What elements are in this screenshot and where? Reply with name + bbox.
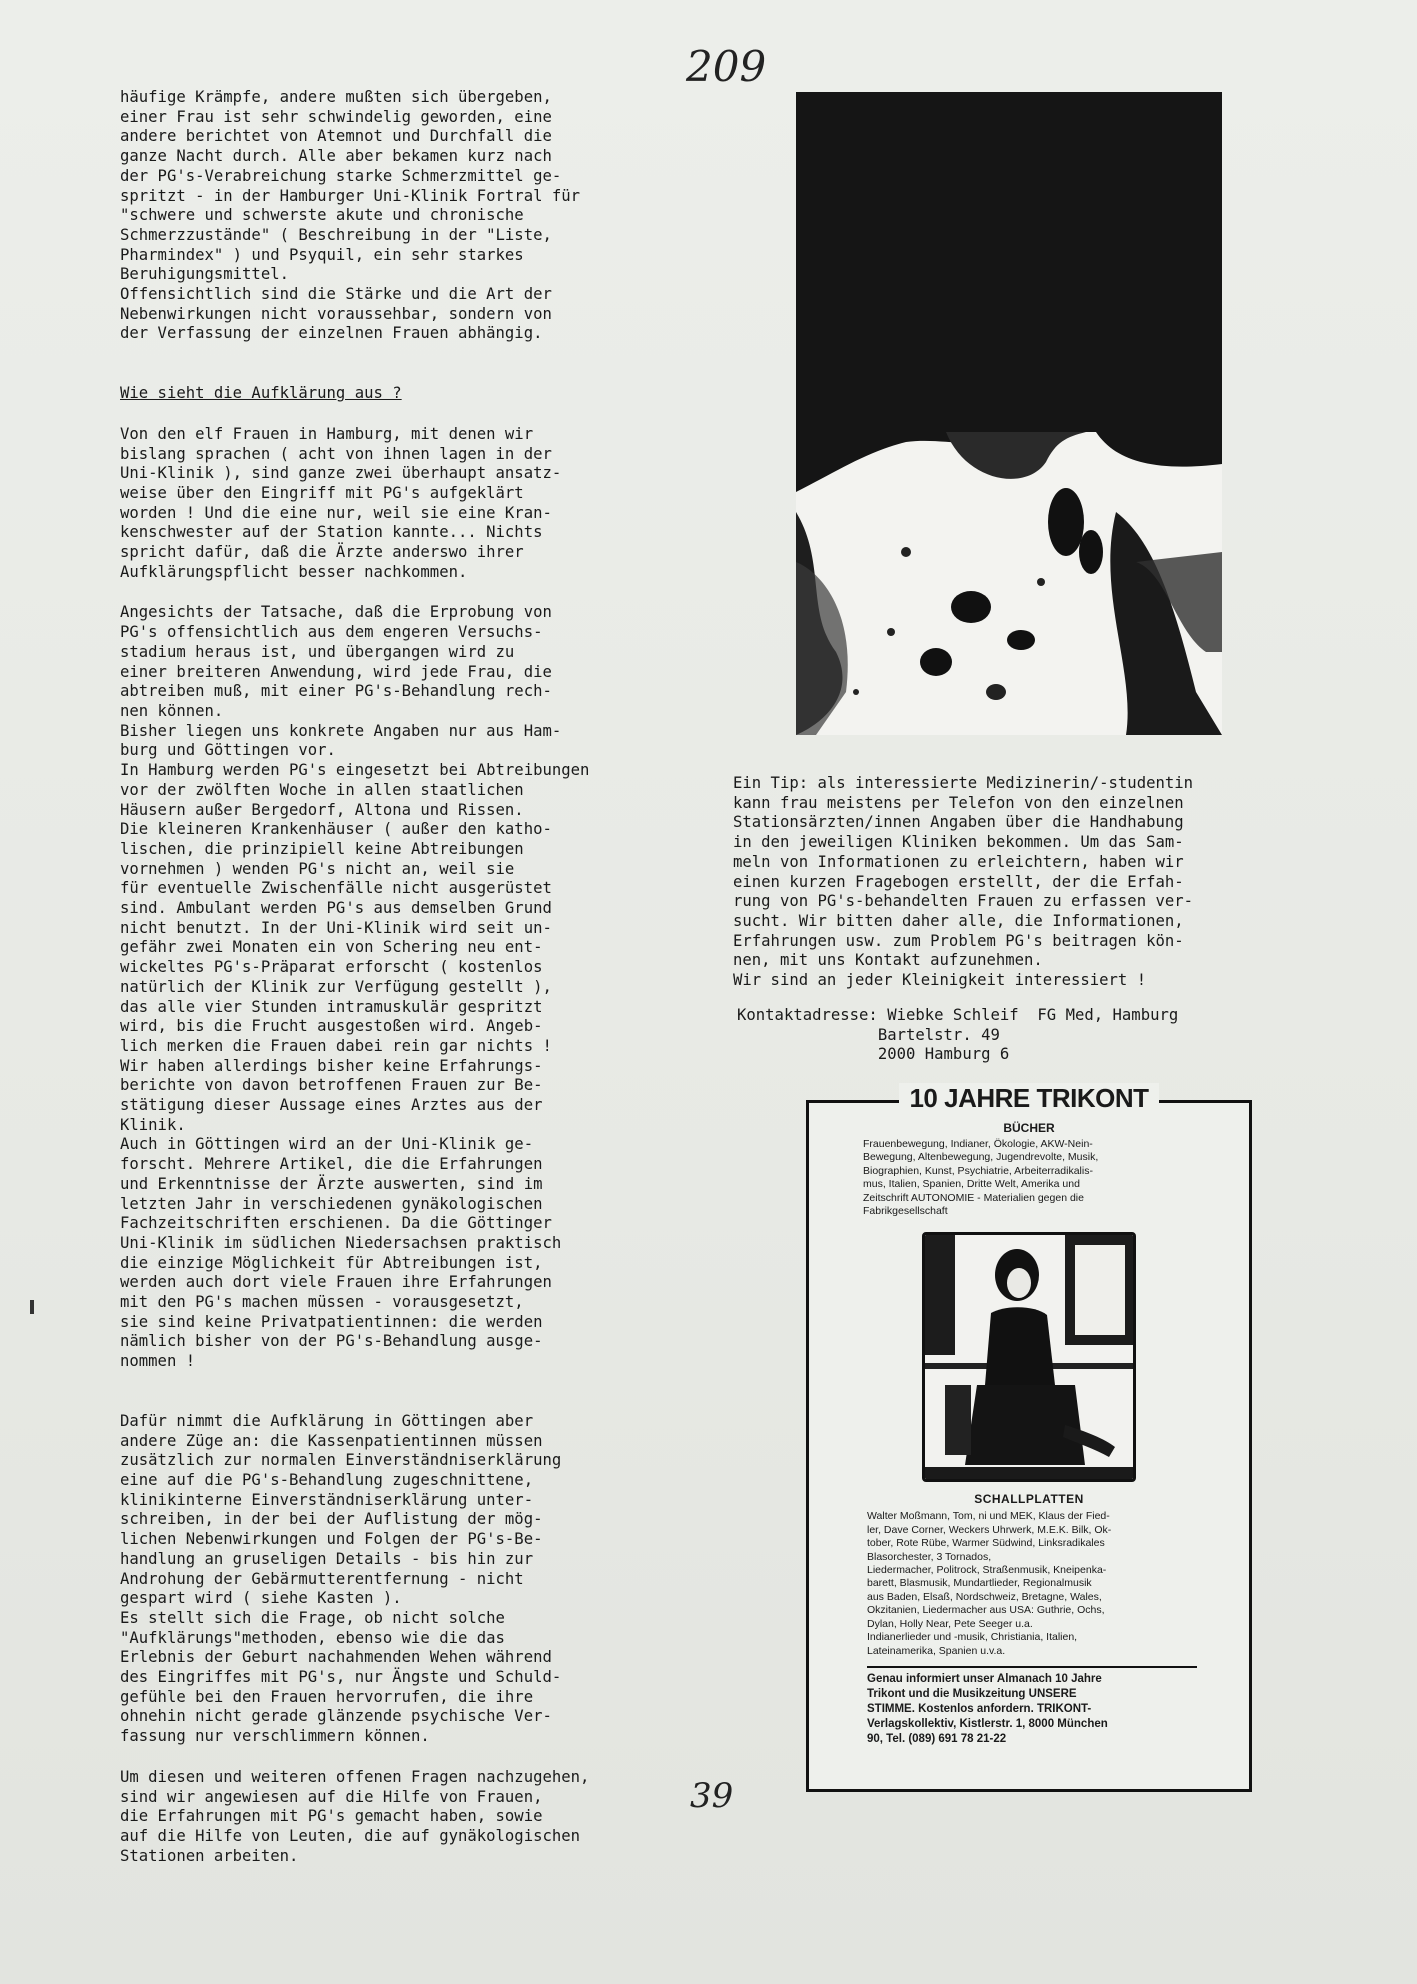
article-photo [796,92,1222,735]
page-number-top: 209 [686,42,767,91]
right-column [733,774,1343,991]
advert-title [809,1083,1249,1114]
paragraph-trial-status: Angesichts der Tatsache, daß die Erprobung von PG's offensichtlich aus dem engeren Versuchs- stadium heraus ist, und übergangen wird zu einer breiteren Anwendung, wird jede Frau, die abtreiben muß, mit einer PG's-Behandlung rech- nen können. Bisher liegen uns konkrete Angaben nur aus Ham- burg und Göttingen vor. In Hamburg werden PG's eingesetzt bei Abtreibungen vor der zwölften Woche in allen staatlichen Häusern außer Bergedorf, Altona und Rissen. Die kleineren Krankenhäuser ( außer den katho- lischen, die prinzipiell keine Abtreibungen vornehmen ) wenden PG's nicht an, weil sie für eventuelle Zwischenfälle nicht ausgerüstet sind. Ambulant werden PG's aus demselben Grund nicht benutzt. In der Uni-Klinik wird seit un- gefähr zwei Monaten ein von Schering neu ent- wickeltes PG's-Präparat erforscht ( kostenlos natürlich der Klinik zur Verfügung gestellt ), das alle vier Stunden intramuskulär gespritzt wird, bis die Frucht ausgestoßen wird. Angeb- lich merken die Frauen dabei rein gar nichts ! Wir haben allerdings bisher keine Erfahrungs- berichte von davon betroffenen Frauen zur Be- stätigung dieser Aussage eines Arztes aus der Klinik. Auch in Göttingen wird an der Uni-Klinik ge- forscht. Mehrere Artikel, die die Erfahrungen und Erkenntnisse der Ärzte auswerten, sind im letzten Jahr in verschiedenen gynäkologischen Fachzeitschriften erschienen. Da die Göttinger Uni-Klinik im südlichen Niedersachsen praktisch die einzige Möglichkeit für Abtreibungen ist, werden auch dort viele Frauen ihre Erfahrungen mit den PG's machen müssen - vorausgesetzt, sie sind keine Privatpatientinnen: die werden nämlich bisher von der PG's-Behandlung ausge- nommen ! [120,603,590,1371]
advert-books-list: Frauenbewegung, Indianer, Ökologie, AKW-Nein- Bewegung, Altenbewegung, Jugendrevolte, Musik, Biographien, Kunst, Psychiatrie, Arbeiterradikalis- mus, Italien, Spanien, Dritte Welt, Amerika und Zeitschrift AUTONOMIE - Materialien gegen die Fabrikgesellschaft [863,1138,1099,1218]
advert-photo [922,1232,1136,1482]
paragraph-call-for-help: Um diesen und weiteren offenen Fragen nachzugehen, sind wir angewiesen auf die Hilfe von Frauen, die Erfahrungen mit PG's gemacht haben, sowie auf die Hilfe von Leuten, die auf gynäkologischen Stationen arbeiten. [120,1767,590,1865]
left-column [120,88,720,1866]
advert-books-heading: BÜCHER [1003,1121,1055,1135]
trikont-advertisement [806,1083,1252,1792]
advert-title-text: 10 JAHRE TRIKONT [899,1083,1158,1113]
section-heading: Wie sieht die Aufklärung aus ? [120,384,402,403]
contact-address [737,1006,1178,1065]
paragraph-side-effects: häufige Krämpfe, andere mußten sich übergeben, einer Frau ist sehr schwindelig geworden, eine andere berichtet von Atemnot und Durchfall die ganze Nacht durch. Alle aber bekamen kurz nach der PG's-Verabreichung starke Schmerzmittel ge- spritzt - in der Hamburger Uni-Klinik Fortral für "schwere und schwerste akute und chronische Schmerzzustände" ( Beschreibung in der "Liste, Pharmindex" ) und Psyquil, ein sehr starkes Beruhigungsmittel. Offensichtlich sind die Stärke und die Art der Nebenwirkungen nicht voraussehbar, sondern von der Verfassung der einzelnen Frauen abhängig. [120,88,581,343]
advert-records-heading: SCHALLPLATTEN [974,1492,1084,1507]
paragraph-tip: Ein Tip: als interessierte Medizinerin/-studentin kann frau meistens per Telefon von den einzelnen Stationsärzten/innen Angaben über die Handhabung in den jeweiligen Kliniken bekommen. Um das Sam- meln von Informationen zu erleichtern, haben wir einen kurzen Fragebogen erstellt, der die Erfah- rung von PG's-behandelten Frauen zu erfassen ver- sucht. Wir bitten daher alle, die Informationen, Erfahrungen usw. zum Problem PG's beitragen kön- nen, mit uns Kontakt aufzunehmen. Wir sind an jeder Kleinigkeit interessiert ! [733,774,1194,990]
paragraph-hamburg-women: Von den elf Frauen in Hamburg, mit denen wir bislang sprachen ( acht von ihnen lagen in der Uni-Klinik ), sind ganze zwei überhaupt ansatz- weise über den Eingriff mit PG's aufgeklärt worden ! Und die eine nur, weil sie eine Kran- kenschwester auf der Station kannte... Nichts spricht dafür, daß die Ärzte anderswo ihrer Aufklärungspflicht besser nachkommen. [120,424,562,581]
advert-order-info: Genau informiert unser Almanach 10 Jahre Trikont und die Musikzeitung UNSERE STIMME. Kostenlos anfordern. TRIKONT- Verlagskollektiv, Kistlerstr. 1, 8000 München 90, Tel. (089) 691 78 21-22 [867,1672,1108,1745]
page-number-bottom: 39 [690,1776,734,1816]
advert-photo-image [925,1235,1133,1479]
contact-address-text: Kontaktadresse: Wiebke Schleif FG Med, Hamburg Bartelstr. 49 2000 Hamburg 6 [737,1006,1179,1064]
advert-records-list: Walter Moßmann, Tom, ni und MEK, Klaus der Fied- ler, Dave Corner, Weckers Uhrwerk, M.E.K. Bilk, Ok- tober, Rote Rübe, Warmer Südwind, Linksradikales Blasorchester, 3 Tornados, Liedermacher, Politrock, Straßenmusik, Kneipenka- barett, Blasmusik, Mundartlieder, Regionalmusik aus Baden, Elsaß, Nordschweiz, Bretagne, Wales, Okzitanien, Liedermacher aus USA: Guthrie, Ochs, Dylan, Holly Near, Pete Seeger u.a. Indianerlieder und -musik, Christiania, Italien, Lateinamerika, Spanien u.v.a. [867,1510,1112,1657]
margin-mark [30,1300,34,1314]
paragraph-goettingen-consent: Dafür nimmt die Aufklärung in Göttingen aber andere Züge an: die Kassenpatientinnen müssen zusätzlich zur normalen Einverständniserklärung eine auf die PG's-Behandlung zugeschnittene, klinikinterne Einverständniserklärung unter- schreiben, in der bei der Auflistung der mög- lichen Nebenwirkungen und Folgen der PG's-Be- handlung an gruseligen Details - bis hin zur Androhung der Gebärmutterentfernung - nicht gespart wird ( siehe Kasten ). Es stellt sich die Frage, ob nicht solche "Aufklärungs"methoden, ebenso wie die das Erlebnis der Geburt nachahmenden Wehen während des Eingriffes mit PG's, nur Ängste und Schuld- gefühle bei den Frauen hervorrufen, die ihre ohnehin nicht gerade glänzende psychische Ver- fassung nur verschlimmern können. [120,1411,562,1746]
photo-image [796,92,1222,735]
